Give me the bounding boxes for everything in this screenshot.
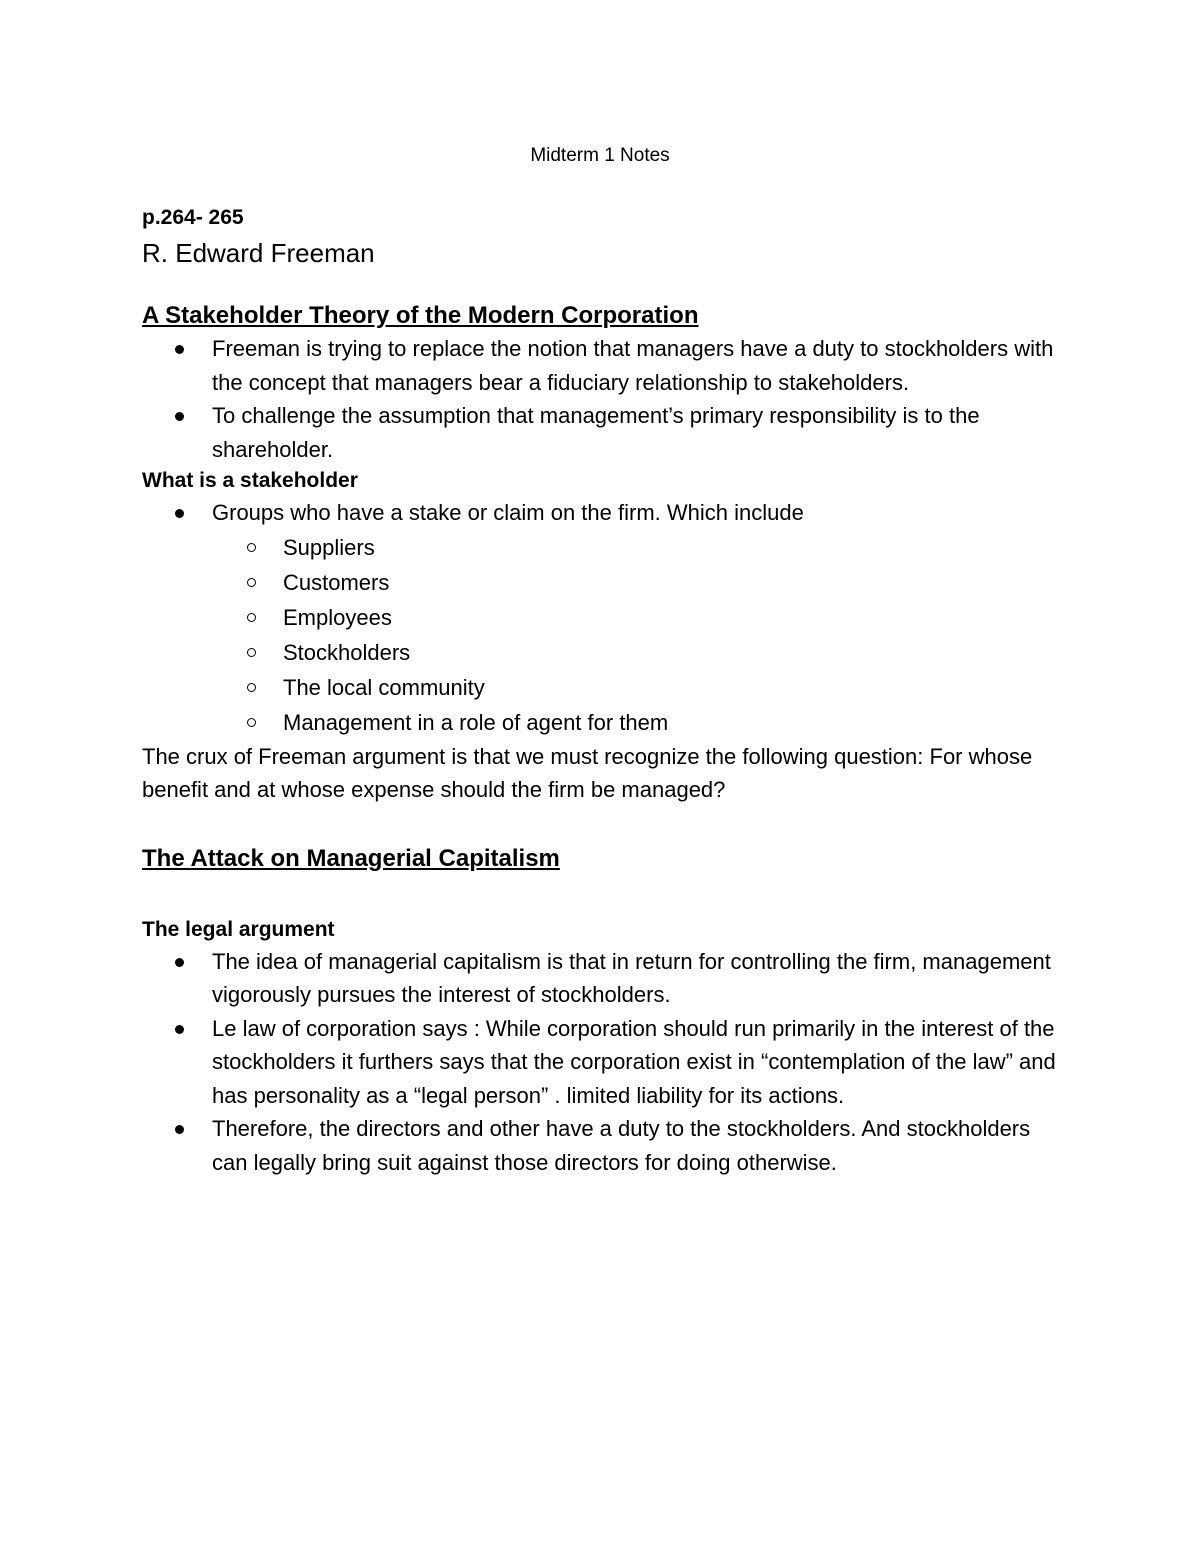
list-item [142,565,1062,600]
list-item-text: Customers [283,569,390,595]
list-item [142,496,1062,530]
author-name: R. Edward Freeman [142,238,375,268]
list-item-text: To challenge the assumption that management’s primary responsibility is to the shareholder. [212,403,980,462]
list-item [142,1012,1062,1113]
stakeholder-heading: What is a stakeholder [142,469,358,492]
legal-bullet-list [142,945,1062,1180]
bullet-icon [175,412,184,421]
list-item-text: The local community [283,674,485,700]
circle-bullet-icon [247,543,256,552]
attack-heading: The Attack on Managerial Capitalism [142,844,560,872]
bullet-icon [175,345,184,354]
list-item-text: Freeman is trying to replace the notion that managers have a duty to stockholders with the concept that managers bear a fiduciary relationship to stakeholders. [212,336,1054,395]
bullet-icon [175,1125,184,1134]
list-item-text: Employees [283,604,392,630]
list-item [142,945,1062,1012]
list-item-text: Groups who have a stake or claim on the firm. Which include [212,500,804,525]
circle-bullet-icon [247,613,256,622]
list-item-text: Le law of corporation says : While corporation should run primarily in the interest of the stockholders it furthers says that the corporation exist in “contemplation of the law” and has personality as a “legal person” . limited liability for its actions. [212,1015,1056,1108]
list-item-text: Therefore, the directors and other have a duty to the stockholders. And stockholders can legally bring suit against those directors for doing otherwise. [212,1116,1031,1175]
circle-bullet-icon [247,578,256,587]
document-title: Midterm 1 Notes [530,145,670,166]
list-item [142,399,1062,466]
list-item [142,600,1062,635]
list-item-text: Management in a role of agent for them [283,709,669,735]
circle-bullet-icon [247,648,256,657]
circle-bullet-icon [247,718,256,727]
stakeholder-groups-list [142,530,1062,740]
stakeholder-bullet-list [142,496,1062,530]
article-title: A Stakeholder Theory of the Modern Corporation [142,302,699,329]
list-item [142,530,1062,565]
list-item [142,332,1062,399]
legal-heading: The legal argument [142,917,335,941]
page-reference: p.264- 265 [142,206,244,229]
bullet-icon [175,1025,184,1034]
list-item-text: Suppliers [283,534,375,560]
document-body [142,204,1062,1179]
list-item [142,635,1062,670]
list-item-text: The idea of managerial capitalism is that in return for controlling the firm, management vigorously pursues the interest of stockholders. [212,948,1051,1007]
circle-bullet-icon [247,683,256,692]
crux-paragraph: The crux of Freeman argument is that we must recognize the following question: For whose benefit and at whose expense should the firm be managed? [142,743,1033,802]
bullet-icon [175,958,184,967]
bullet-icon [175,509,184,518]
intro-bullet-list [142,332,1062,466]
list-item [142,670,1062,705]
list-item-text: Stockholders [283,639,411,665]
list-item [142,1112,1062,1179]
list-item [142,705,1062,740]
